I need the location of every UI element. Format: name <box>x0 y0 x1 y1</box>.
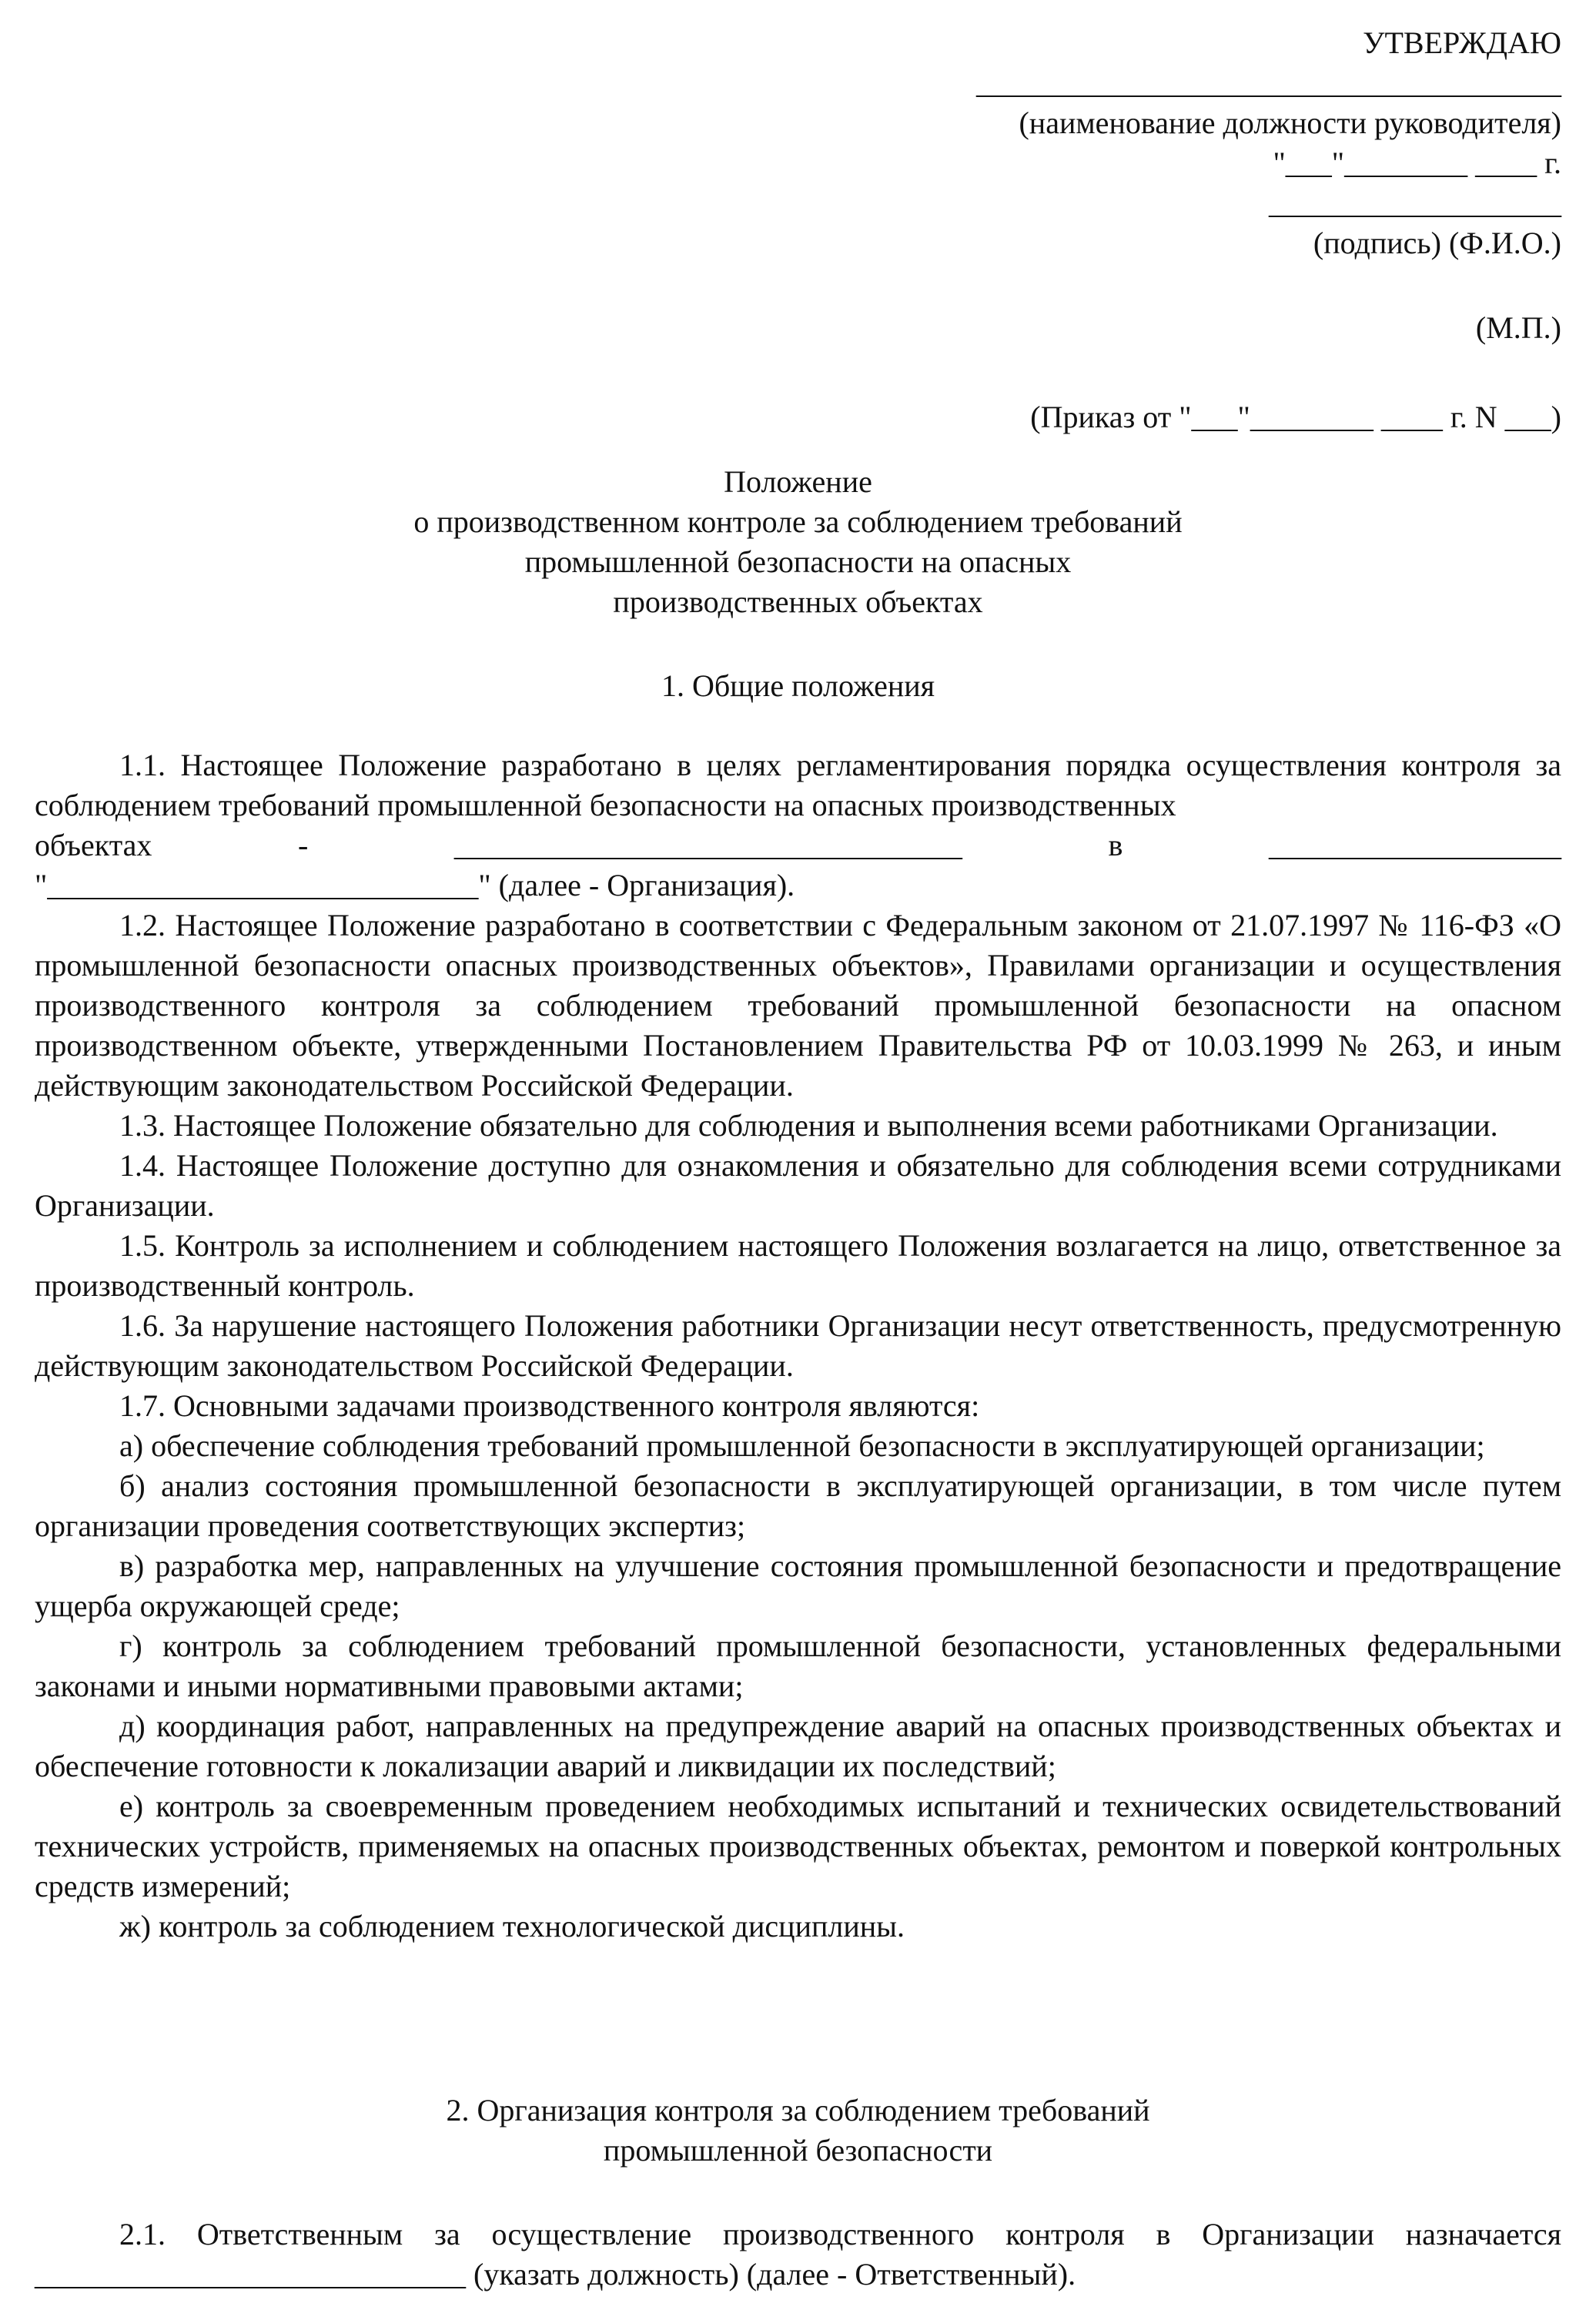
spacer <box>868 263 1561 308</box>
title-line: производственных объектах <box>613 584 983 619</box>
signature-line: ___________________ <box>1269 186 1561 220</box>
list-item-e: е) контроль за своевременным проведением необходимых испытаний и технических освидетельствований технических устройств, применяемых на опасных производственных объектах, ремонтом и поверкой контрольных средств измерений; <box>35 1789 1561 1903</box>
section-2-heading-line: 2. Организация контроля за соблюдением требований <box>446 2093 1150 2128</box>
approval-block <box>868 23 1561 437</box>
fill-text: в <box>1108 828 1123 862</box>
paragraph-1-4: 1.4. Настоящее Положение доступно для ознакомления и обязательно для соблюдения всеми сотрудниками Организации. <box>35 1148 1561 1223</box>
fill-text: - <box>298 828 309 862</box>
section-2-body <box>35 2215 1561 2295</box>
signature-caption: (подпись) (Ф.И.О.) <box>1313 226 1561 260</box>
approval-title: УТВЕРЖДАЮ <box>1363 25 1561 60</box>
paragraph-2-1: 2.1. Ответственным за осуществление производственного контроля в Организации назначается ____________________________ (указать должность) (далее - Ответственный). <box>35 2217 1561 2292</box>
stamp-placeholder: (М.П.) <box>1475 310 1561 345</box>
fill-blank: ___________________ <box>1268 828 1561 862</box>
paragraph-1-5: 1.5. Контроль за исполнением и соблюдением настоящего Положения возлагается на лицо, ответственное за производственный контроль. <box>35 1228 1561 1303</box>
order-line: (Приказ от "___"________ ____ г. N ___) <box>1030 400 1561 434</box>
list-item-a: а) обеспечение соблюдения требований промышленной безопасности в эксплуатирующей организации; <box>119 1428 1485 1463</box>
section-1-heading: 1. Общие положения <box>661 668 935 703</box>
paragraph-1-7: 1.7. Основными задачами производственного контроля являются: <box>119 1388 980 1423</box>
spacer <box>868 348 1561 397</box>
paragraph-1-2: 1.2. Настоящее Положение разработано в соответствии с Федеральным законом от 21.07.1997 № 116-ФЗ «О промышленной безопасности опасных производственных объектов», Правилами организации и осуществления производственного контроля за соблюдением требований промышленной безопасности на опасном производственном объекте, утвержденными Постановлением Правительства РФ от 10.03.1999 № 263, и иным действующим законодательством Российской Федерации. <box>35 908 1561 1103</box>
paragraph-1-3: 1.3. Настоящее Положение обязательно для соблюдения и выполнения всеми работниками Организации. <box>119 1108 1498 1143</box>
title-line: Положение <box>724 464 872 499</box>
title-line: промышленной безопасности на опасных <box>524 544 1072 579</box>
fill-text: объектах <box>35 828 152 862</box>
section-2-heading-line: промышленной безопасности <box>603 2133 993 2168</box>
list-item-g: г) контроль за соблюдением требований промышленной безопасности, установленных федеральными законами и иными нормативными правовыми актами; <box>35 1629 1561 1703</box>
section-1-body <box>35 745 1561 1947</box>
fill-blank: _________________________________ <box>453 828 962 862</box>
paragraph-1-1: 1.1. Настоящее Положение разработано в целях регламентирования порядка осуществления контроля за соблюдением требований промышленной безопасности на опасных производственных <box>35 748 1561 822</box>
list-item-b: б) анализ состояния промышленной безопасности в эксплуатирующей организации, в том числе путем организации проведения соответствующих экспертиз; <box>35 1468 1561 1543</box>
organization-line: "____________________________" (далее - Организация). <box>35 868 795 902</box>
list-item-zh: ж) контроль за соблюдением технологической дисциплины. <box>119 1909 905 1943</box>
document-title <box>0 462 1596 622</box>
list-item-v: в) разработка мер, направленных на улучшение состояния промышленной безопасности и предотвращение ущерба окружающей среде; <box>35 1548 1561 1623</box>
list-item-d: д) координация работ, направленных на предупреждение аварий на опасных производственных объектах и обеспечение готовности к локализации аварий и ликвидации их последствий; <box>35 1709 1561 1783</box>
fill-in-line <box>35 825 1561 865</box>
position-caption: (наименование должности руководителя) <box>1019 105 1561 140</box>
title-line: о производственном контроле за соблюдением требований <box>413 504 1183 539</box>
section-2-heading <box>0 2091 1596 2171</box>
position-line: ______________________________________ <box>976 65 1561 100</box>
date-line: "___"________ ____ г. <box>1273 146 1561 180</box>
paragraph-1-6: 1.6. За нарушение настоящего Положения работники Организации несут ответственность, предусмотренную действующим законодательством Российской Федерации. <box>35 1308 1561 1383</box>
